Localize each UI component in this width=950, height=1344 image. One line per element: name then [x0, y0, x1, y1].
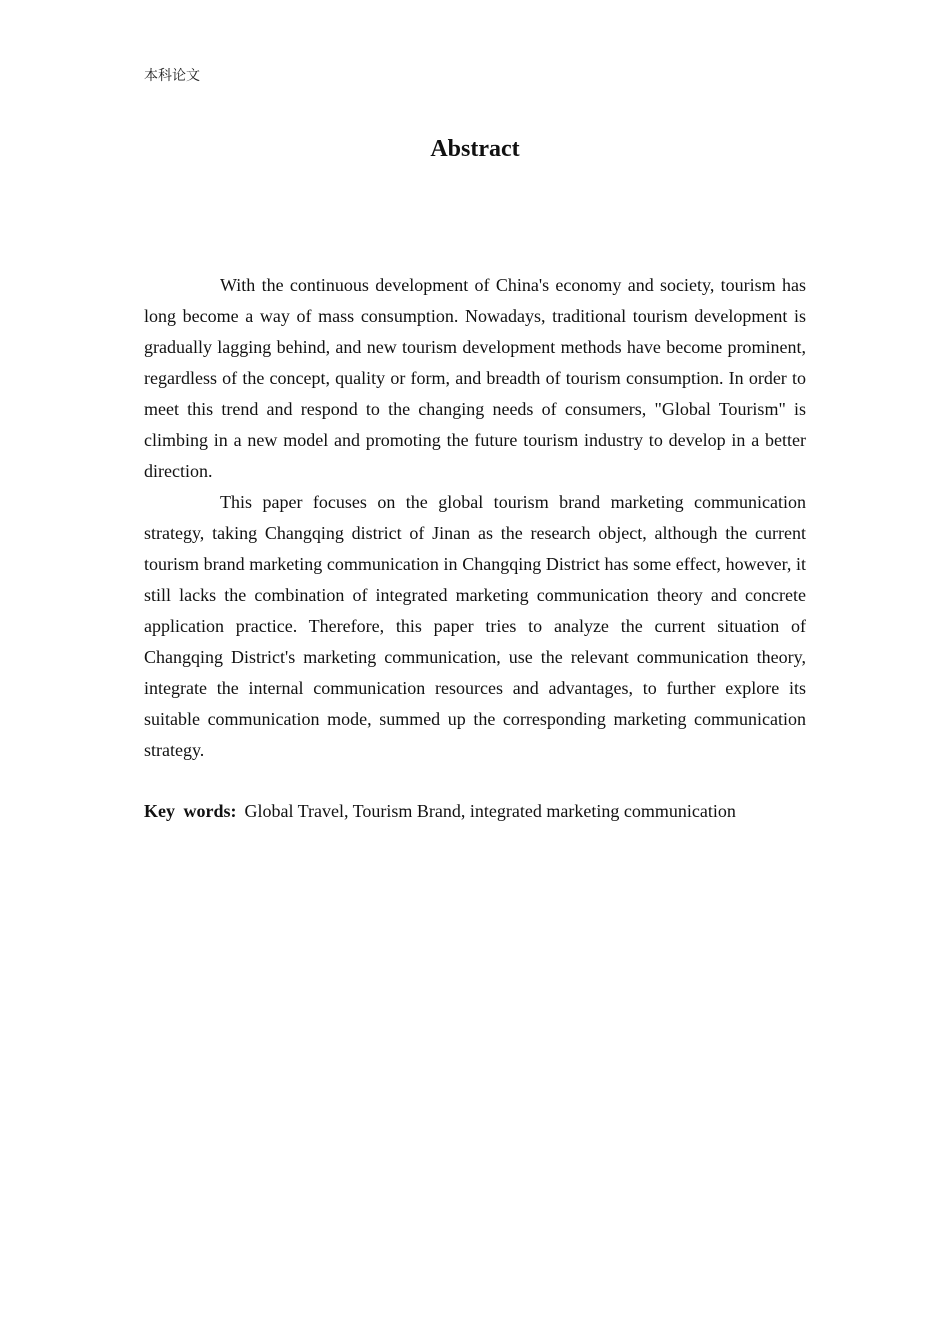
keywords-label: Key words: [144, 801, 237, 821]
abstract-paragraph-2: This paper focuses on the global tourism brand marketing communication strategy, taking Changqing district of Jinan as the research object, although the current tourism brand marketing communication in Changqing District has some effect, however, it still lacks the combination of integrated marketing communication theory and concrete application practice. Therefore, this paper tries to analyze the current situation of Changqing District's marketing communication, use the relevant communication theory, integrate the internal communication resources and advantages, to further explore its suitable communication mode, summed up the corresponding marketing communication strategy. [144, 492, 806, 760]
keywords-text: Global Travel, Tourism Brand, integrated marketing communication [244, 801, 736, 821]
abstract-body [144, 270, 806, 766]
abstract-title: Abstract [430, 136, 520, 162]
keywords-line [144, 796, 806, 827]
abstract-paragraph-1: With the continuous development of China's economy and society, tourism has long become a way of mass consumption. Nowadays, traditional tourism development is gradually lagging behind, and new tourism development methods have become prominent, regardless of the concept, quality or form, and breadth of tourism consumption. In order to meet this trend and respond to the changing needs of consumers, "Global Tourism" is climbing in a new model and promoting the future tourism industry to develop in a better direction. [144, 275, 806, 481]
running-header: 本科论文 [144, 68, 200, 84]
